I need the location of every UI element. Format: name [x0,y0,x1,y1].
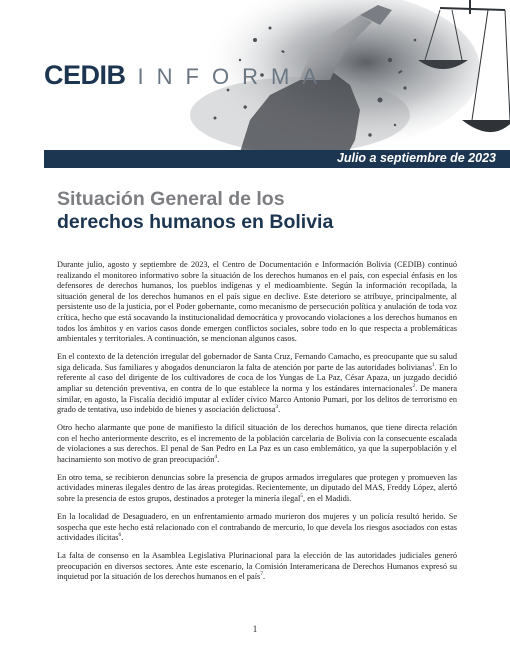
footnote-ref: 6 [118,532,122,539]
footnote-ref: 1 [431,361,435,368]
brand-informa: INFORMA [137,64,330,89]
paragraph-intro: Durante julio, agosto y septiembre de 2023, el Centro de Documentación e Información Bolivia (CEDIB) continuó realizando el monitoreo informativo sobre la situación de los derechos humanos en el país, con especial énfasis en los defensores de derechos humanos, los pueblos indígenas y el medioambiente. Según la información recopilada, la situación general de los derechos humanos en el país sigue en declive. Este deterioro se atribuye, principalmente, al persistente uso de la justicia, por el Poder gobernante, como mecanismo de persecución política y anulación de toda voz crítica, hecho que está socavando la institucionalidad democrática y provocando violaciones a los derechos humanos en todos los ámbitos y en varios casos donde emergen conflictos sociales, sobre todo en lo que respecta a problemáticas ambientales y territoriales. A continuación, se mencionan algunos casos. [57,260,457,344]
title-line-2: derechos humanos en Bolivia [57,211,334,233]
date-band [44,150,510,168]
page-number: 1 [252,624,258,634]
paragraph-detentions: En el contexto de la detención irregular del gobernador de Santa Cruz, Fernando Camacho, es preocupante que su salud siga delicada. Sus familiares y abogados denunciaron la falta de atención por parte de las autoridades bolivianas$^1$. En lo referente al caso del dirigente de los cultivadores de coca de los Yungas de La Paz, César Apaza, un juzgado decidió ampliar su detención preventiva, en contra de lo que establece la norma y los estándares internacionales$^2$. De manera similar, en agosto, la Fiscalía decidió imputar al exlíder cívico Marco Antonio Pumari, por los delitos de terrorismo en grado de tentativa, uso indebido de bienes y asociación delictuosa$^3$. [57,352,457,415]
title-line-1: Situación General de los [57,188,285,210]
paragraph-armed-groups: En otro tema, se recibieron denuncias sobre la presencia de grupos armados irregulares que protegen y promueven las actividades mineras ilegales dentro de las áreas protegidas. Recientemente, un diputado del MAS, Freddy López, alertó sobre la presencia de estos grupos, destinados a proteger la minería ilegal$^5$, en el Madidi. [57,472,457,504]
paragraph-judicial-elections: La falta de consenso en la Asamblea Legislativa Plurinacional para la elección de las autoridades judiciales generó preocupación en diversos sectores. Ante este escenario, la Comisión Interamericana de Derechos Humanos expresó su inquietud por la situación de los derechos humanos en el país$^7$. [57,551,457,582]
paragraph-desaguadero: En la localidad de Desaguadero, en un enfrentamiento armado murieron dos mujeres y un policía resultó herido. Se sospecha que este hecho está relacionado con el contrabando de mercurio, lo que devela los riesgos asociados con estas actividades ilícitas$^6$. [57,512,457,543]
header-banner [0,0,510,168]
footnote-ref: 7 [260,571,263,578]
brand-cedib: CEDIB [44,60,126,90]
footnote-ref: 4 [214,454,218,461]
brand-logo [44,60,330,91]
footnote-ref: 3 [275,404,279,411]
page-title [57,188,333,234]
date-range: Julio a septiembre de 2023 [336,151,496,165]
article-body [57,260,457,590]
paragraph-prisons: Otro hecho alarmante que pone de manifiesto la difícil situación de los derechos humanos, que tiene directa relación con el hecho anteriormente descrito, es el incremento de la población carcelaria de Bolivia con la consecuente escalada de violaciones a sus derechos. El penal de San Pedro en La Paz es un caso emblemático, ya que la superpoblación y el hacinamiento son motivo de gran preocupación$^4$. [57,423,457,464]
footnote-ref: 5 [300,493,304,500]
footnote-ref: 2 [412,383,416,390]
